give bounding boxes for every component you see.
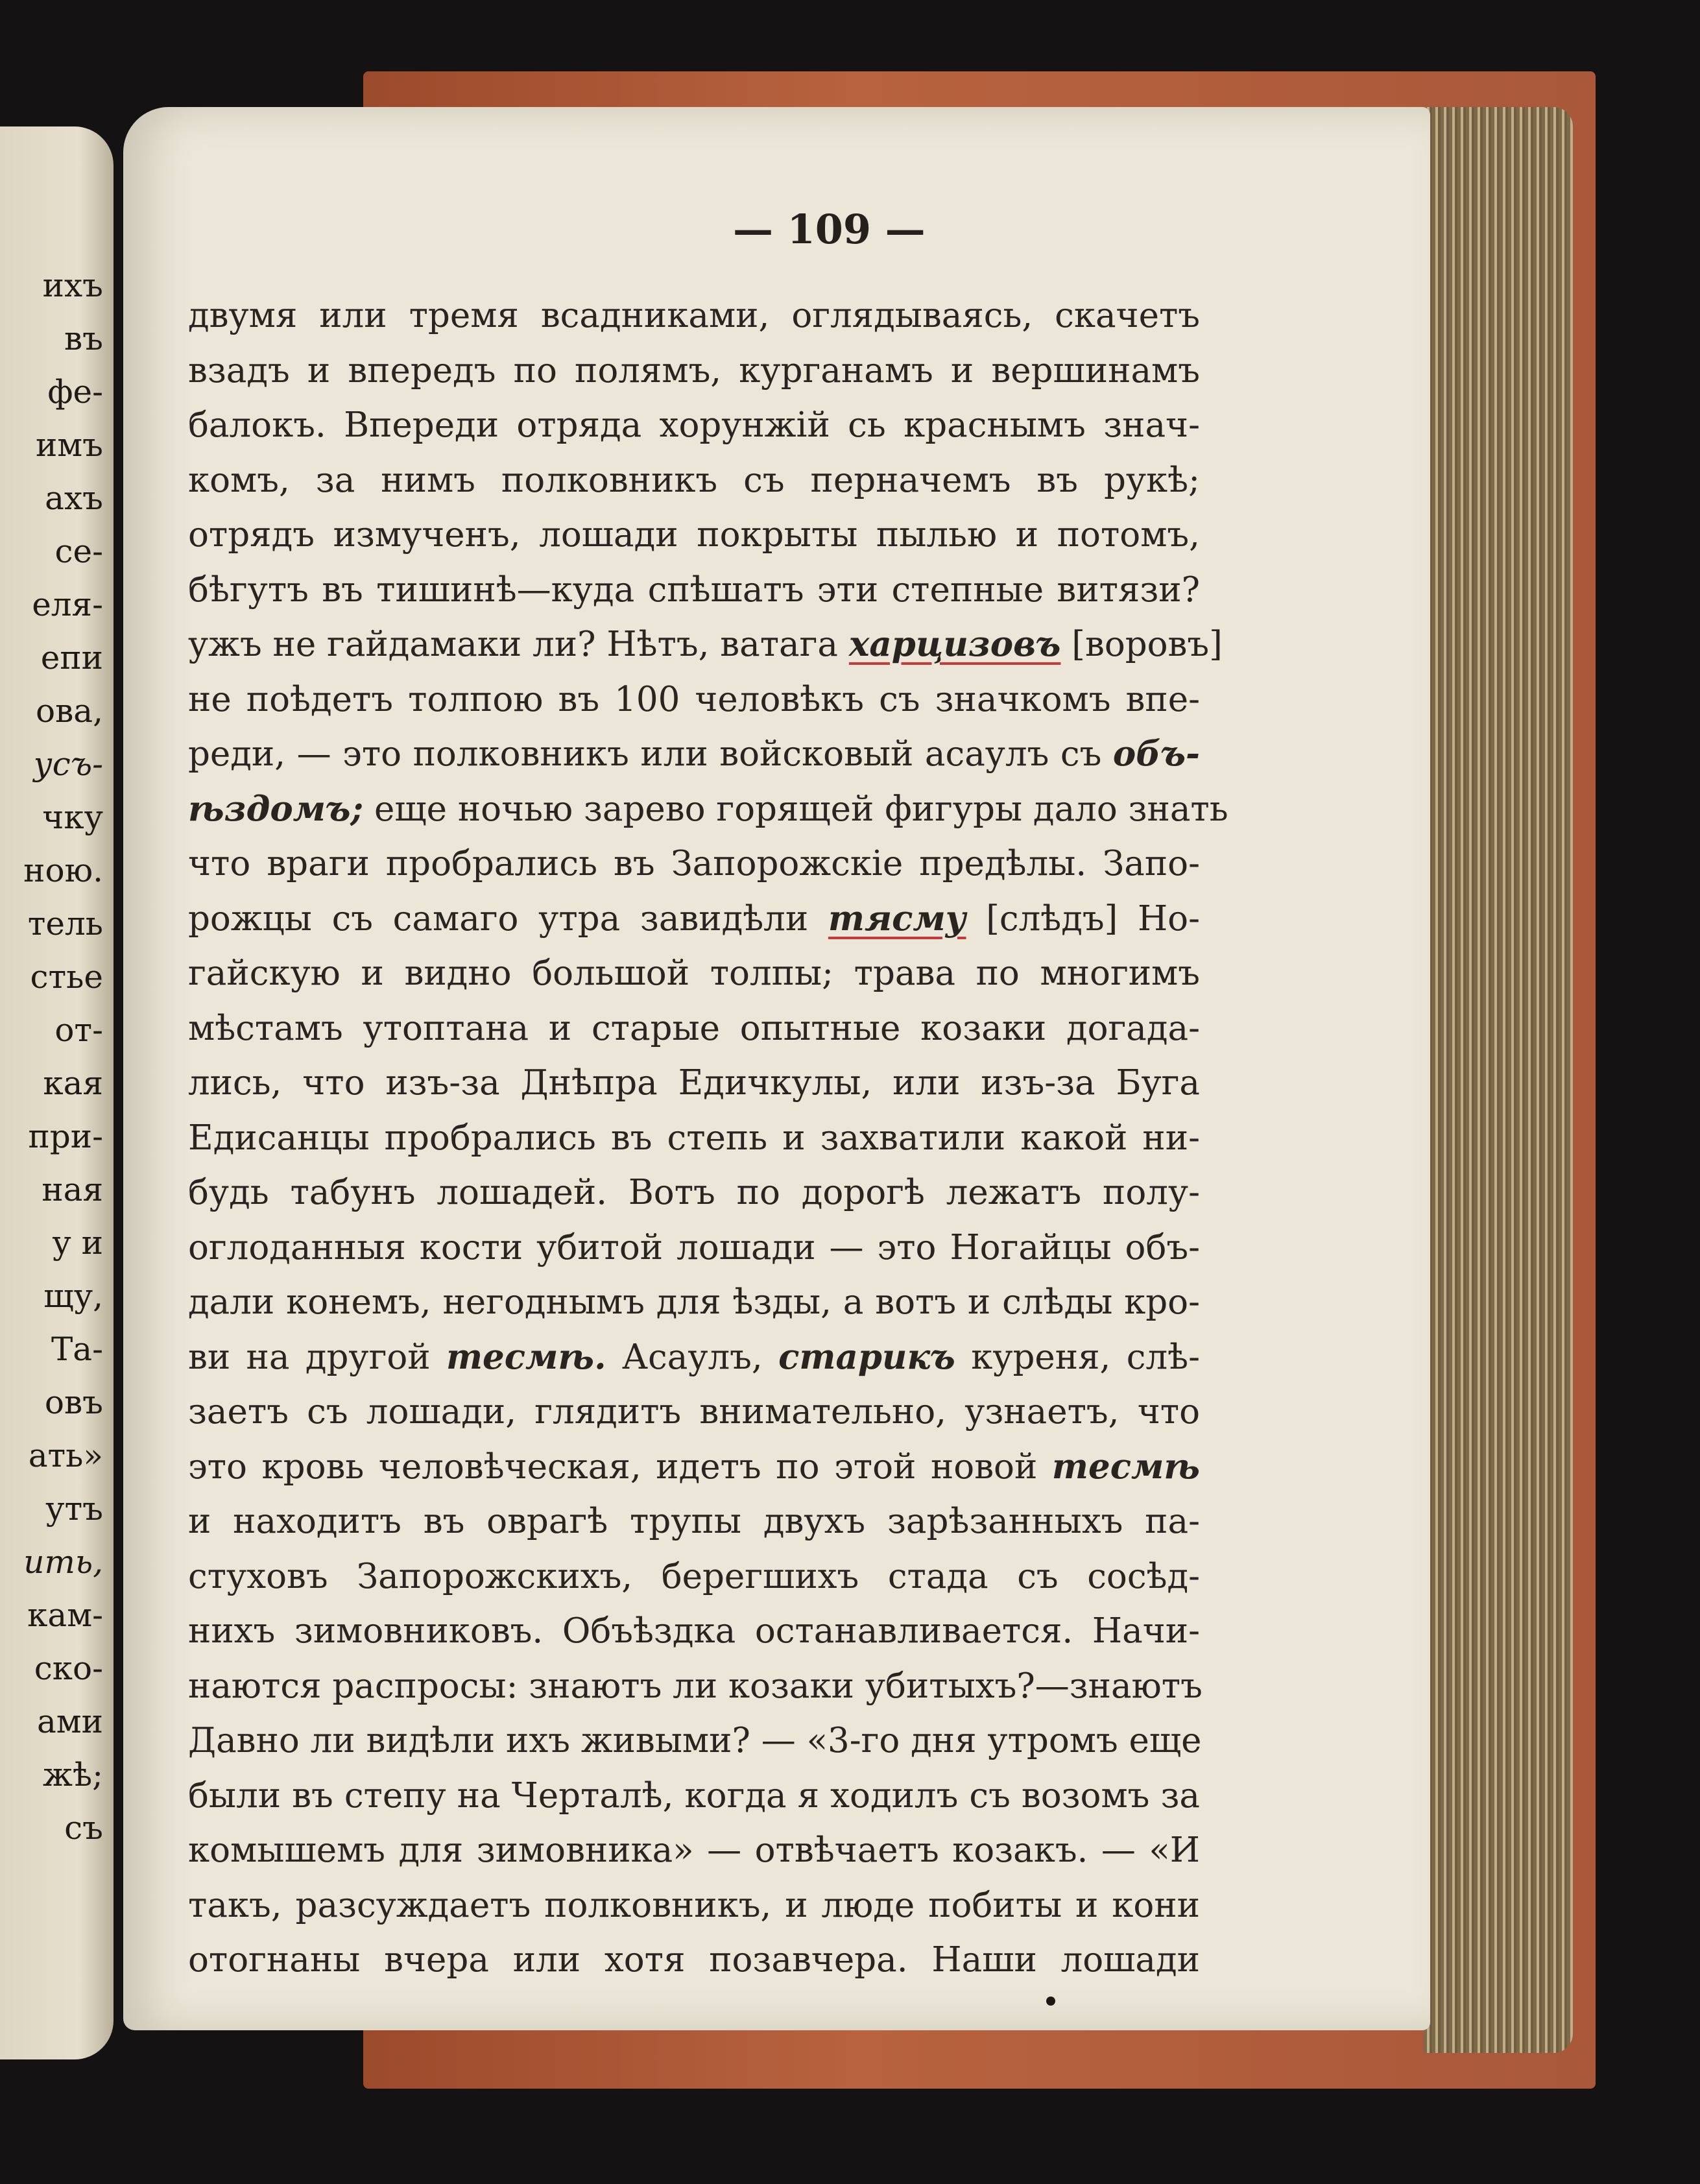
text-line (188, 350, 1200, 390)
text-line (188, 1175, 1200, 1210)
left-page-fragment: съ (64, 1809, 103, 1847)
left-page-fragment: усъ- (33, 745, 103, 783)
text-segment: гайскую и видно большой толпы; трава по многимъ (188, 954, 1200, 993)
left-page-fragment: ахъ (45, 479, 103, 517)
text-segment: реди, — это полковникъ или войсковый асаулъ съ (188, 734, 1113, 774)
text-segment: ужъ не гайдамаки ли? Нѣтъ, ватага (188, 625, 849, 664)
text-segment: комъ, за нимъ полковникъ съ перначемъ въ рукѣ; (188, 460, 1200, 500)
left-page-fragment: ить, (23, 1543, 103, 1581)
left-page-fragment: у и (52, 1224, 103, 1262)
text-segment: взадъ и впередъ по полямъ, курганамъ и вершинамъ (188, 350, 1200, 390)
text-segment: [слѣдъ] Но- (966, 898, 1200, 939)
left-page-fragment: ско- (34, 1650, 103, 1687)
left-page-fragment: ами (36, 1703, 103, 1740)
text-segment: двумя или тремя всадниками, оглядываясь, скачетъ (188, 296, 1200, 335)
text-line (188, 1830, 1200, 1870)
text-line (188, 734, 1200, 774)
left-page-fragment: имъ (35, 426, 103, 464)
left-page-fragment: стье (30, 958, 103, 996)
text-line (188, 1336, 1200, 1377)
left-page-fragment: щу, (43, 1277, 103, 1315)
page-number: — 109 — (733, 206, 926, 253)
text-line (188, 1227, 1200, 1267)
text-line (188, 1282, 1200, 1322)
text-line (188, 1611, 1200, 1651)
text-line (188, 1723, 1200, 1758)
text-segment: будь табунъ лошадей. Вотъ по дорогѣ лежатъ полу- (188, 1173, 1200, 1212)
text-segment: [воровъ] (1060, 625, 1223, 664)
text-line (188, 460, 1200, 500)
text-line (188, 1008, 1200, 1048)
left-page-fragment: въ (64, 320, 103, 357)
text-segment: рожцы съ самаго утра завидѣли (188, 898, 828, 939)
text-line (188, 298, 1200, 333)
text-line (188, 624, 1223, 664)
text-segment: Давно ли видѣли ихъ живыми? — «3-го дня утромъ еще (188, 1721, 1202, 1760)
text-line (188, 898, 1200, 939)
text-line (188, 679, 1200, 719)
left-page-fragment: епи (40, 639, 103, 677)
text-line (188, 1556, 1200, 1596)
text-segment: старикъ (778, 1336, 955, 1377)
text-line (188, 1063, 1200, 1103)
text-line (188, 1940, 1200, 1980)
text-segment: тесмѣ (1051, 1446, 1200, 1487)
text-segment: лись, что изъ-за Днѣпра Едичкулы, или изъ-за Буга (188, 1063, 1200, 1103)
text-segment: отогнаны вчера или хотя позавчера. Наши лошади (188, 1940, 1200, 1980)
text-line (188, 1885, 1200, 1925)
text-line (188, 515, 1200, 555)
text-segment: тясму (828, 898, 966, 939)
left-page-fragment: ною. (23, 852, 103, 889)
left-page-fragment: утъ (45, 1490, 103, 1528)
text-segment: оглоданныя кости убитой лошади — это Ногайцы объ- (188, 1227, 1200, 1267)
text-line (188, 1666, 1203, 1706)
text-segment: и находитъ въ оврагѣ трупы двухъ зарѣзанныхъ па- (188, 1502, 1200, 1541)
left-page-fragment: еля- (32, 586, 103, 623)
text-line (188, 1775, 1200, 1816)
left-page-fragment: жѣ; (43, 1756, 103, 1794)
left-page-fragment: ная (42, 1171, 103, 1208)
text-segment: наются распросы: знаютъ ли козаки убитыхъ?—знаютъ (188, 1666, 1203, 1706)
text-segment: отрядъ измученъ, лошади покрыты пылью и потомъ, (188, 515, 1200, 555)
left-page-fragment: от- (54, 1011, 103, 1049)
left-page-fragment: фе- (47, 373, 103, 411)
ink-dot (1046, 1997, 1055, 2006)
text-segment: комышемъ для зимовника» — отвѣчаетъ козакъ. — «И (188, 1830, 1200, 1870)
text-line (188, 788, 1228, 829)
text-segment: такъ, разсуждаетъ полковникъ, и люде побиты и кони (188, 1885, 1200, 1925)
text-segment: куреня, слѣ- (955, 1337, 1200, 1377)
left-page-fragment: ать» (28, 1437, 103, 1474)
text-segment: были въ степу на Черталѣ, когда я ходилъ съ возомъ за (188, 1775, 1200, 1816)
text-segment: заетъ съ лошади, глядитъ внимательно, узнаетъ, что (188, 1392, 1200, 1432)
left-page-fragment: чку (42, 798, 103, 836)
left-page-fragment: кам- (27, 1596, 103, 1634)
text-line (188, 405, 1200, 445)
text-segment: нихъ зимовниковъ. Объѣздка останавливается. Начи- (188, 1611, 1200, 1651)
text-line (188, 1504, 1200, 1539)
text-segment: Асаулъ, (606, 1337, 779, 1377)
page-edges (1424, 107, 1573, 2053)
text-segment: Едисанцы пробрались въ степь и захватили какой ни- (188, 1118, 1200, 1158)
left-page (0, 126, 114, 2059)
left-page-fragment: при- (28, 1118, 103, 1155)
right-page (123, 107, 1430, 2030)
text-segment: бѣгутъ въ тишинѣ—куда спѣшатъ эти степные витязи? (188, 570, 1200, 610)
text-segment: балокъ. Впереди отряда хорунжій сь краснымъ знач- (188, 405, 1200, 445)
text-segment: ѣздомъ; (188, 788, 364, 829)
text-segment: стуховъ Запорожскихъ, берегшихъ стада съ сосѣд- (188, 1556, 1200, 1596)
text-segment: что враги пробрались въ Запорожскіе предѣлы. Запо- (188, 844, 1200, 883)
text-segment: харцизовъ (848, 624, 1061, 664)
text-segment: объ- (1112, 734, 1200, 774)
left-page-fragment: Та- (51, 1330, 103, 1368)
text-line (188, 846, 1200, 881)
text-segment: это кровь человѣческая, идетъ по этой новой (188, 1446, 1052, 1487)
left-page-fragment: ова, (36, 692, 103, 730)
left-page-fragment: тель (27, 905, 103, 942)
left-page-fragment: ихъ (42, 267, 103, 304)
text-segment: еще ночью зарево горящей фигуры дало знать (363, 789, 1228, 829)
text-line (188, 570, 1200, 610)
text-line (188, 1118, 1200, 1158)
left-page-fragment: кая (43, 1064, 103, 1102)
text-segment: тесмѣ. (446, 1336, 606, 1377)
text-segment: не поѣдетъ толпою въ 100 человѣкъ съ значкомъ впе- (188, 679, 1200, 719)
text-segment: дали конемъ, негоднымъ для ѣзды, а вотъ и слѣды кро- (188, 1282, 1200, 1322)
left-page-fragment: се- (54, 533, 103, 570)
left-page-fragment: овъ (44, 1384, 103, 1421)
text-line (188, 1446, 1200, 1487)
text-line (188, 1392, 1200, 1432)
text-line (188, 954, 1200, 993)
text-segment: ви на другой (188, 1337, 446, 1377)
text-segment: мѣстамъ утоптана и старые опытные козаки догада- (188, 1008, 1200, 1048)
